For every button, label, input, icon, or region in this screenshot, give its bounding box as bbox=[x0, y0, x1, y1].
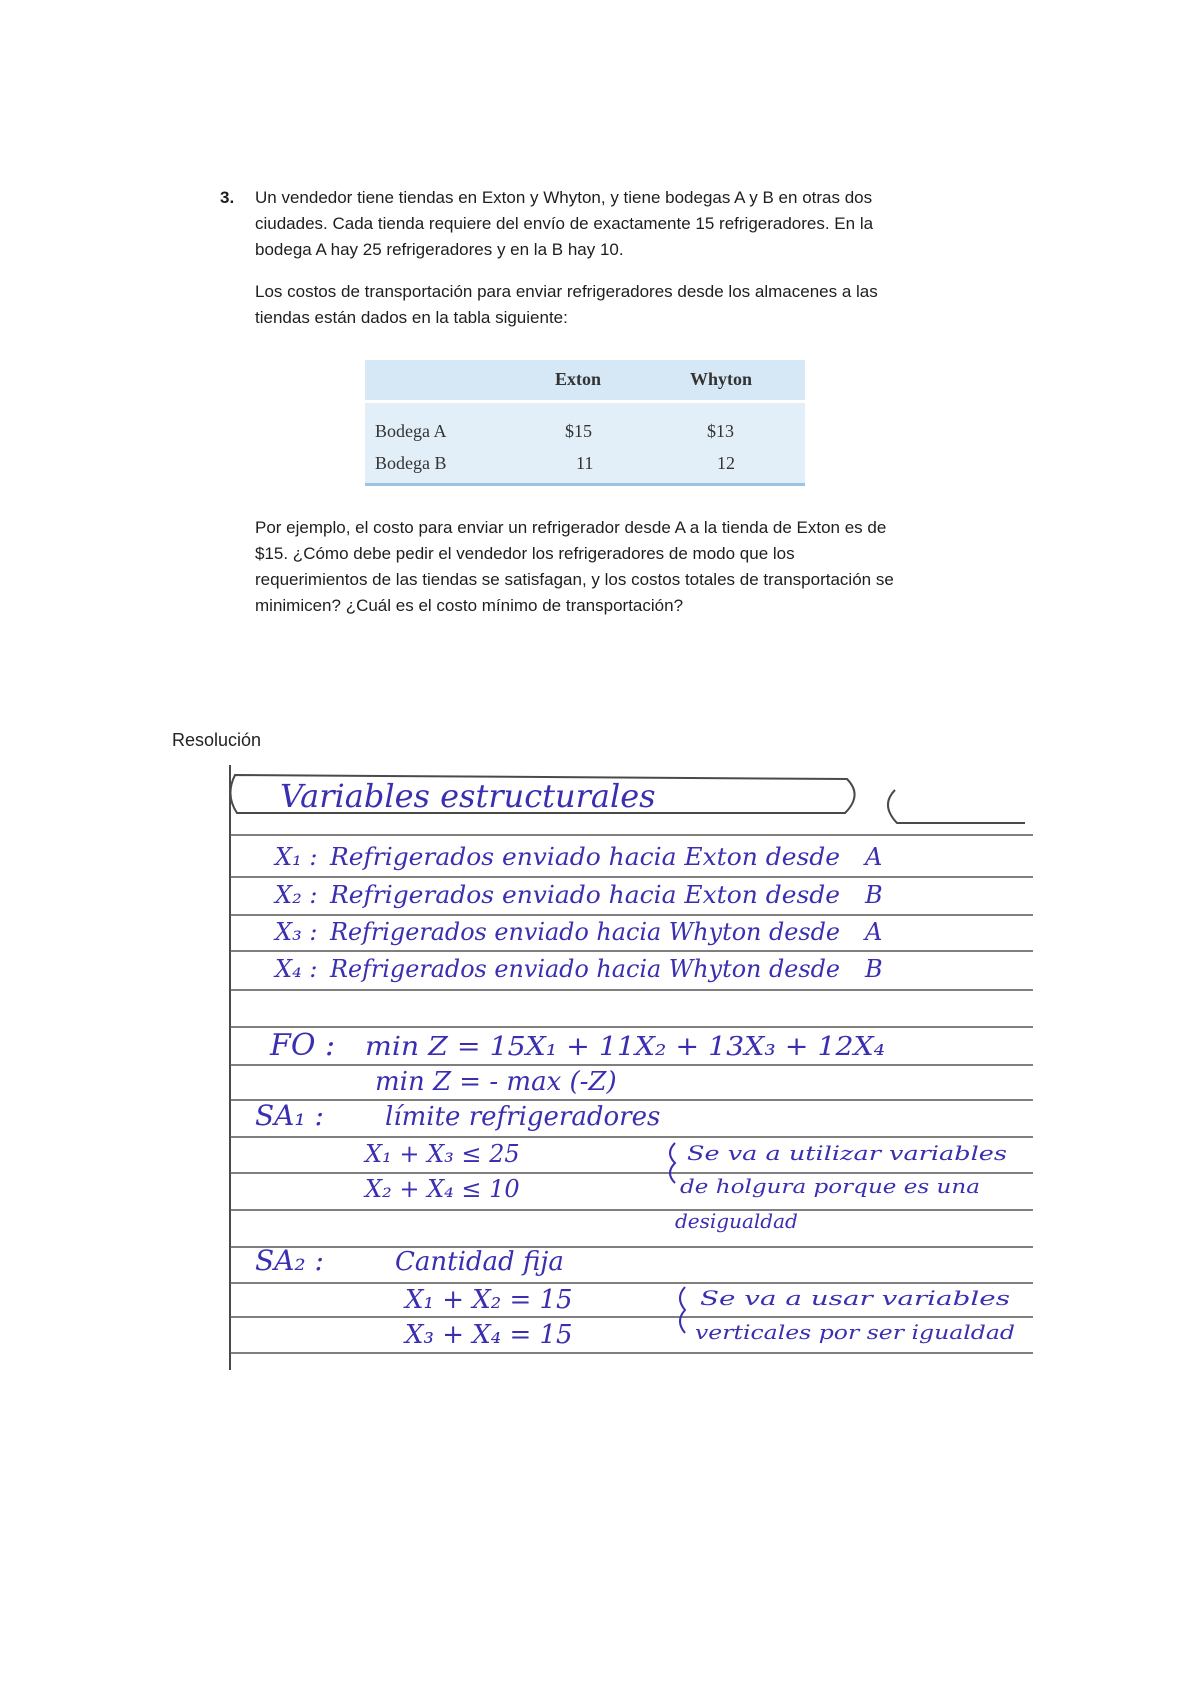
problem-question bbox=[255, 515, 975, 619]
hw-sa2-label: SA₂ : bbox=[255, 1244, 324, 1277]
text-line: bodega A hay 25 refrigeradores y en la B hay 10. bbox=[255, 240, 624, 259]
handwritten-notes bbox=[225, 765, 1035, 1375]
row-label-bodega-b: Bodega B bbox=[375, 453, 447, 473]
problem-intro bbox=[255, 185, 955, 263]
hw-var-1-desc: Refrigerados enviado hacia Exton desde bbox=[328, 843, 840, 871]
hw-var-4-src: B bbox=[865, 955, 883, 983]
hw-sa1-title: límite refrigeradores bbox=[385, 1102, 661, 1132]
text-line: tiendas están dados en la tabla siguiente: bbox=[255, 308, 568, 327]
hw-var-1: X₁ : bbox=[275, 843, 318, 871]
hw-sa2-note-1: Se va a usar variables bbox=[700, 1286, 1010, 1310]
text-line: requerimientos de las tiendas se satisfagan, y los costos totales de transportación se bbox=[255, 570, 894, 589]
row-label-bodega-a: Bodega A bbox=[375, 421, 447, 441]
hw-fo-line2: min Z = - max (-Z) bbox=[375, 1067, 617, 1097]
hw-fo-line1: min Z = 15X₁ + 11X₂ + 13X₃ + 12X₄ bbox=[365, 1032, 885, 1062]
resolution-heading: Resolución bbox=[172, 730, 262, 750]
hw-var-4: X₄ : bbox=[275, 955, 318, 983]
problem-number: 3. bbox=[220, 188, 235, 207]
brace-icon bbox=[670, 1143, 675, 1183]
hw-sa1-label: SA₁ : bbox=[255, 1099, 324, 1132]
text-line: Los costos de transportación para enviar refrigeradores desde los almacenes a las bbox=[255, 282, 878, 301]
brace-icon bbox=[680, 1287, 685, 1333]
hw-var-2: X₂ : bbox=[275, 881, 318, 909]
table-bottom-rule bbox=[365, 483, 805, 486]
hw-title: Variables estructurales bbox=[280, 777, 656, 815]
hw-var-3: X₃ : bbox=[275, 918, 318, 946]
hw-sa1-eq2: X₂ + X₄ ≤ 10 bbox=[365, 1175, 520, 1203]
cell-a-whyton: $13 bbox=[707, 421, 734, 441]
text-line: Un vendedor tiene tiendas en Exton y Whyton, y tiene bodegas A y B en otras dos bbox=[255, 188, 873, 207]
hw-sa2-title: Cantidad fija bbox=[395, 1247, 564, 1277]
ruled-lines bbox=[230, 835, 1033, 1353]
hw-sa2-eq1: X₁ + X₂ = 15 bbox=[405, 1285, 573, 1315]
hw-sa2-eq2: X₃ + X₄ = 15 bbox=[405, 1320, 573, 1350]
hw-var-4-desc: Refrigerados enviado hacia Whyton desde bbox=[329, 955, 840, 983]
cell-b-exton: 11 bbox=[576, 453, 594, 473]
text-line: minimicen? ¿Cuál es el costo mínimo de transportación? bbox=[255, 596, 684, 615]
hw-var-2-desc: Refrigerados enviado hacia Exton desde bbox=[328, 881, 840, 909]
hw-sa2-note-2: verticales por ser igualdad bbox=[695, 1320, 1015, 1344]
hw-var-1-src: A bbox=[865, 843, 883, 871]
hw-var-2-src: B bbox=[865, 881, 883, 909]
hw-sa1-note-3: desigualdad bbox=[675, 1209, 798, 1233]
column-header-exton: Exton bbox=[555, 369, 602, 389]
hw-sa1-note-2: de holgura porque es una bbox=[680, 1174, 980, 1198]
hw-fo-label: FO : bbox=[270, 1028, 336, 1063]
text-line: $15. ¿Cómo debe pedir el vendedor los refrigeradores de modo que los bbox=[255, 544, 795, 563]
hw-var-3-desc: Refrigerados enviado hacia Whyton desde bbox=[329, 918, 840, 946]
cell-b-whyton: 12 bbox=[717, 453, 735, 473]
cost-table bbox=[365, 360, 805, 485]
text-line: Por ejemplo, el costo para enviar un refrigerador desde A a la tienda de Exton es de bbox=[255, 518, 887, 537]
text-line: ciudades. Cada tienda requiere del envío de exactamente 15 refrigeradores. En la bbox=[255, 214, 874, 233]
hw-var-3-src: A bbox=[865, 918, 883, 946]
hw-sa1-eq1: X₁ + X₃ ≤ 25 bbox=[365, 1140, 520, 1168]
cell-a-exton: $15 bbox=[565, 421, 592, 441]
hw-sa1-note-1: Se va a utilizar variables bbox=[687, 1141, 1007, 1165]
column-header-whyton: Whyton bbox=[690, 369, 753, 389]
problem-costs-intro bbox=[255, 279, 955, 331]
